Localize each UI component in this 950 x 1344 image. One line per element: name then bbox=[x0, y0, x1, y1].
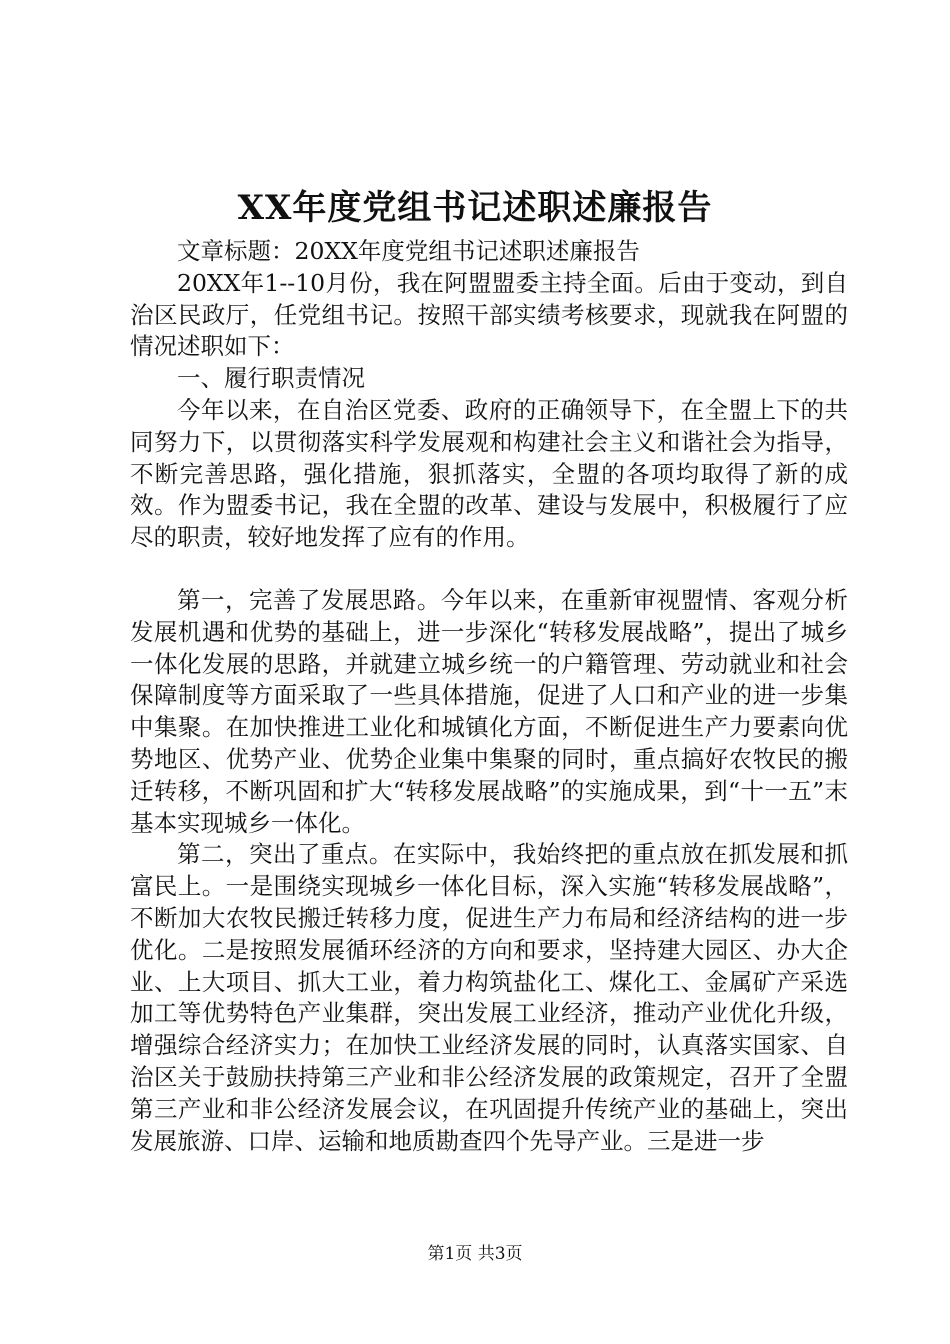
paragraph-first-point: 第一，完善了发展思路。今年以来，在重新审视盟情、客观分析发展机遇和优势的基础上，进一步深化“转移发展战略”，提出了城乡一体化发展的思路，并就建立城乡统一的户籍管理、劳动就业和社会保障制度等方面采取了一些具体措施，促进了人口和产业的进一步集中集聚。在加快推进工业化和城镇化方面，不断促进生产力要素向优势地区、优势产业、优势企业集中集聚的同时，重点搞好农牧民的搬迁转移，不断巩固和扩大“转移发展战略”的实施成果，到“十一五”末基本实现城乡一体化。 bbox=[130, 585, 848, 837]
paragraph-second-point: 第二，突出了重点。在实际中，我始终把的重点放在抓发展和抓富民上。一是围绕实现城乡一体化目标，深入实施“转移发展战略”，不断加大农牧民搬迁转移力度，促进生产力布局和经济结构的进一步优化。二是按照发展循环经济的方向和要求，坚持建大园区、办大企业、上大项目、抓大工业，着力构筑盐化工、煤化工、金属矿产采选加工等优势特色产业集群，突出发展工业经济，推动产业优化升级，增强综合经济实力；在加快工业经济发展的同时，认真落实国家、自治区关于鼓励扶持第三产业和非公经济发展的政策规定，召开了全盟第三产业和非公经济发展会议，在巩固提升传统产业的基础上，突出发展旅游、口岸、运输和地质勘查四个先导产业。三是进一步 bbox=[130, 840, 848, 1155]
page-number-footer: 第1页 共3页 bbox=[427, 1244, 523, 1264]
paragraph-intro: 20XX年1--10月份，我在阿盟盟委主持全面。后由于变动，到自治区民政厅，任党组书记。按照干部实绩考核要求，现就我在阿盟的情况述职如下： bbox=[130, 268, 848, 361]
document-body bbox=[130, 236, 848, 1157]
section-heading: 一、履行职责情况 bbox=[177, 364, 365, 393]
paragraph-overview: 今年以来，在自治区党委、政府的正确领导下，在全盟上下的共同努力下，以贯彻落实科学发展观和构建社会主义和谐社会为指导，不断完善思路，强化措施，狠抓落实，全盟的各项均取得了新的成效。作为盟委书记，我在全盟的改革、建设与发展中，积极履行了应尽的职责，较好地发挥了应有的作用。 bbox=[130, 395, 848, 552]
paragraph-article-title: 文章标题：20XX年度党组书记述职述廉报告 bbox=[177, 237, 640, 265]
document-title: XX年度党组书记述职述廉报告 bbox=[237, 188, 713, 228]
